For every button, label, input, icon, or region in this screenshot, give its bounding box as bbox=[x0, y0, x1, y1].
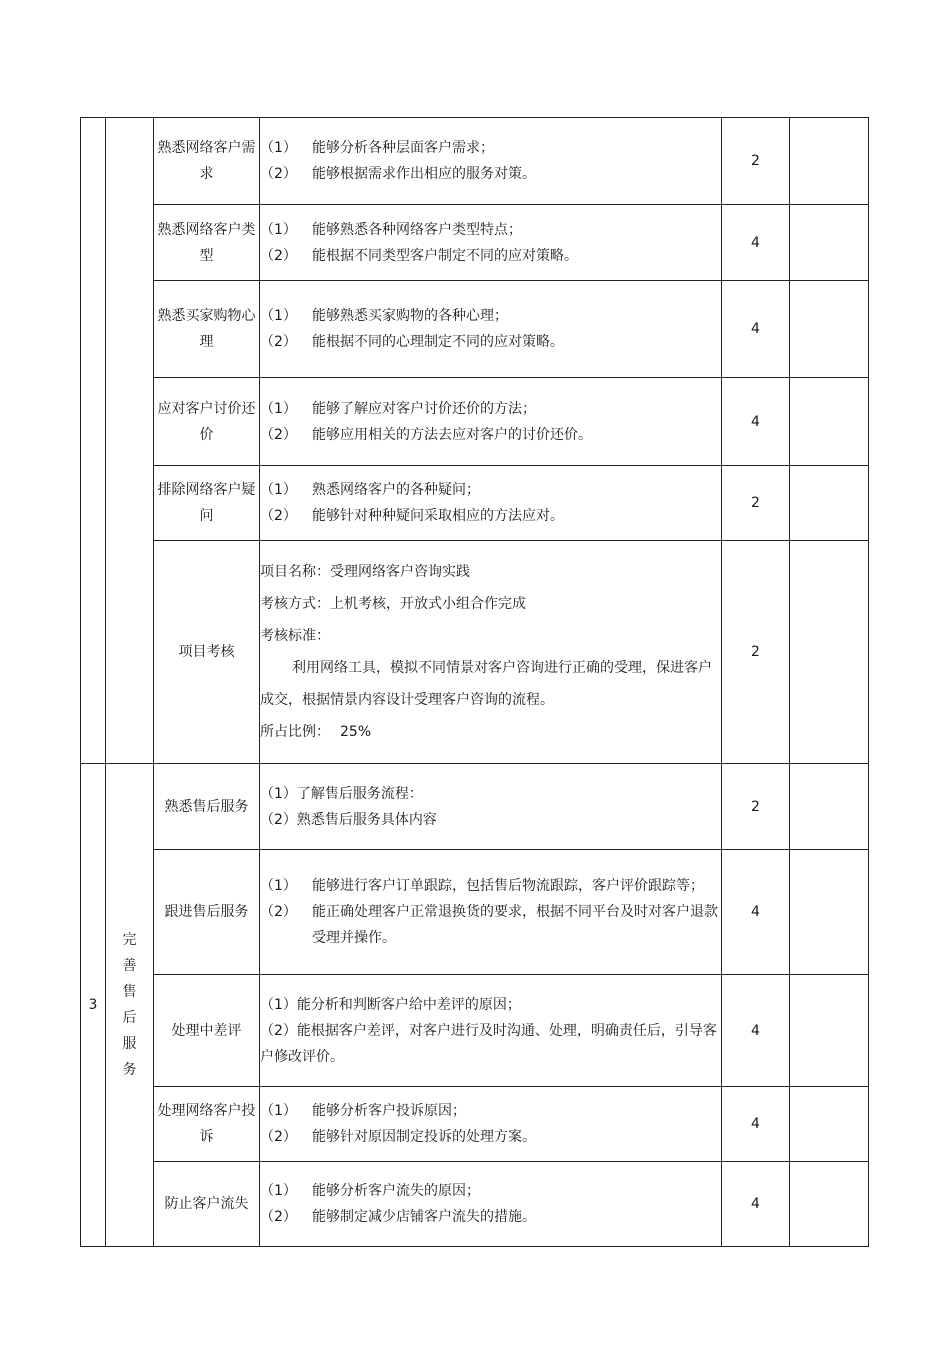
notes-cell bbox=[790, 850, 869, 975]
notes-cell bbox=[790, 764, 869, 850]
notes-cell bbox=[790, 205, 869, 281]
requirement-cell bbox=[260, 205, 722, 281]
hours-cell: 2 bbox=[722, 764, 790, 850]
hours-cell: 4 bbox=[722, 205, 790, 281]
table-row bbox=[81, 764, 869, 850]
task-cell: 防止客户流失 bbox=[154, 1162, 260, 1247]
requirement-cell bbox=[260, 466, 722, 541]
requirement-item: （1）了解售后服务流程： bbox=[260, 785, 423, 802]
curriculum-table bbox=[80, 117, 869, 1247]
requirement-item: （1） 能够了解应对客户讨价还价的方法； bbox=[260, 400, 536, 417]
task-cell: 排除网络客户疑问 bbox=[154, 466, 260, 541]
table-row bbox=[81, 975, 869, 1087]
requirement-item: （1） 能够分析各种层面客户需求； bbox=[260, 140, 494, 156]
hours-cell: 4 bbox=[722, 281, 790, 378]
table-row bbox=[81, 466, 869, 541]
table-row bbox=[81, 1162, 869, 1247]
assessment-name: 项目名称：受理网络客户咨询实践 bbox=[260, 564, 470, 580]
notes-cell bbox=[790, 281, 869, 378]
requirement-item: （2） 能够针对种种疑问采取相应的方法应对。 bbox=[260, 508, 564, 524]
requirement-cell bbox=[260, 378, 722, 466]
table-row bbox=[81, 281, 869, 378]
notes-cell bbox=[790, 378, 869, 466]
hours-cell: 4 bbox=[722, 1162, 790, 1247]
requirement-cell bbox=[260, 1087, 722, 1162]
hours-cell: 2 bbox=[722, 118, 790, 205]
task-cell: 熟悉售后服务 bbox=[154, 764, 260, 850]
table-row bbox=[81, 850, 869, 975]
requirement-cell bbox=[260, 118, 722, 205]
module-cell bbox=[106, 764, 154, 1247]
task-cell: 跟进售后服务 bbox=[154, 850, 260, 975]
requirement-item: （1） 熟悉网络客户的各种疑问； bbox=[260, 482, 480, 498]
notes-cell bbox=[790, 541, 869, 764]
hours-cell: 2 bbox=[722, 466, 790, 541]
assessment-standard-text: 利用网络工具，模拟不同情景对客户咨询进行正确的受理，保进客户成交，根据情景内容设计受理客户咨询的流程。 bbox=[260, 660, 712, 708]
notes-cell bbox=[790, 1087, 869, 1162]
requirement-cell bbox=[260, 1162, 722, 1247]
requirement-item: （2） 能够应用相关的方法去应对客户的讨价还价。 bbox=[260, 426, 592, 443]
task-cell: 处理网络客户投诉 bbox=[154, 1087, 260, 1162]
hours-cell: 4 bbox=[722, 378, 790, 466]
assessment-standard-label: 考核标准： bbox=[260, 628, 330, 644]
requirement-item: （1） 能够熟悉买家购物的各种心理； bbox=[260, 308, 508, 324]
task-cell: 熟悉买家购物心理 bbox=[154, 281, 260, 378]
requirement-item: （2） 能够制定减少店铺客户流失的措施。 bbox=[260, 1209, 536, 1225]
hours-cell: 4 bbox=[722, 1087, 790, 1162]
assessment-ratio: 所占比例： 25% bbox=[260, 724, 372, 740]
section-number-cell bbox=[81, 118, 106, 764]
requirement-item: （2） 能正确处理客户正常退换货的要求，根据不同平台及时对客户退款受理并操作。 bbox=[260, 904, 718, 946]
requirement-item: （1） 能够分析客户流失的原因； bbox=[260, 1183, 480, 1199]
notes-cell bbox=[790, 118, 869, 205]
notes-cell bbox=[790, 466, 869, 541]
requirement-cell bbox=[260, 764, 722, 850]
task-cell: 处理中差评 bbox=[154, 975, 260, 1087]
requirement-cell bbox=[260, 281, 722, 378]
requirement-item: （1） 能够进行客户订单跟踪，包括售后物流跟踪，客户评价跟踪等； bbox=[260, 878, 704, 894]
table-row bbox=[81, 118, 869, 205]
hours-cell: 2 bbox=[722, 541, 790, 764]
requirement-item: （1） 能够分析客户投诉原因； bbox=[260, 1103, 466, 1119]
requirement-item: （2） 能够针对原因制定投诉的处理方案。 bbox=[260, 1129, 536, 1145]
table-row bbox=[81, 541, 869, 764]
assessment-cell bbox=[260, 541, 722, 764]
section-number-cell: 3 bbox=[81, 764, 106, 1247]
module-title-vertical: 完 善 售 后 服 务 bbox=[122, 932, 137, 1078]
requirement-cell bbox=[260, 975, 722, 1087]
requirement-item: （2） 能根据不同的心理制定不同的应对策略。 bbox=[260, 334, 564, 350]
requirement-item: （1） 能够熟悉各种网络客户类型特点； bbox=[260, 221, 522, 238]
assessment-method: 考核方式：上机考核，开放式小组合作完成 bbox=[260, 596, 526, 612]
task-cell: 熟悉网络客户类型 bbox=[154, 205, 260, 281]
module-cell bbox=[106, 118, 154, 764]
hours-cell: 4 bbox=[722, 975, 790, 1087]
requirement-item: （2） 能根据不同类型客户制定不同的应对策略。 bbox=[260, 247, 578, 264]
requirement-item: （2）能根据客户差评，对客户进行及时沟通、处理，明确责任后，引导客户修改评价。 bbox=[260, 1022, 717, 1065]
notes-cell bbox=[790, 975, 869, 1087]
task-cell: 应对客户讨价还价 bbox=[154, 378, 260, 466]
requirement-cell bbox=[260, 850, 722, 975]
table-row bbox=[81, 1087, 869, 1162]
task-cell: 项目考核 bbox=[154, 541, 260, 764]
table-row bbox=[81, 205, 869, 281]
requirement-item: （2） 能够根据需求作出相应的服务对策。 bbox=[260, 166, 536, 182]
requirement-item: （1）能分析和判断客户给中差评的原因； bbox=[260, 996, 521, 1013]
table-row bbox=[81, 378, 869, 466]
requirement-item: （2）熟悉售后服务具体内容 bbox=[260, 811, 437, 828]
hours-cell: 4 bbox=[722, 850, 790, 975]
task-cell: 熟悉网络客户需求 bbox=[154, 118, 260, 205]
notes-cell bbox=[790, 1162, 869, 1247]
